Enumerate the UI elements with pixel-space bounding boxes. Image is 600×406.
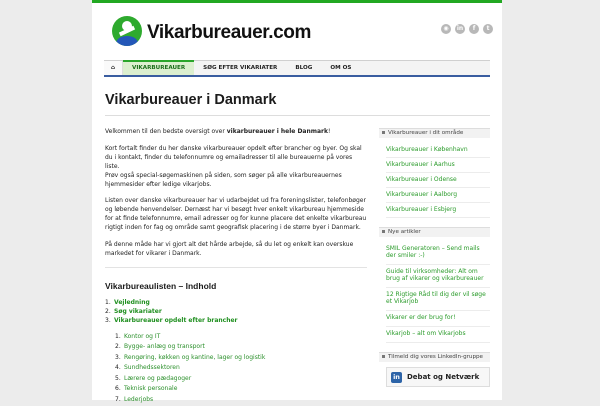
area-link-esbjerg[interactable]: Vikarbureauer i Esbjerg xyxy=(386,203,490,218)
toc-subitem xyxy=(115,384,367,395)
sidebar xyxy=(379,128,490,387)
toc-number: 6. xyxy=(115,385,121,393)
toc-item xyxy=(105,308,367,317)
news-link[interactable]: 12 Rigtige Råd til dig der vil søge et Vikarjob xyxy=(386,288,490,311)
logo-text: Vikarbureauer.com xyxy=(147,22,311,43)
toc-number: 4. xyxy=(115,364,121,372)
widget-title-text: Vikarbureauer i dit område xyxy=(388,130,464,136)
news-link[interactable]: Vikarer er der brug for! xyxy=(386,311,490,327)
page-title: Vikarbureauer i Danmark xyxy=(105,92,277,108)
twitter-icon[interactable]: t xyxy=(483,24,493,34)
area-link-kobenhavn[interactable]: Vikarbureauer i København xyxy=(386,143,490,158)
toc-number: 1. xyxy=(115,332,121,340)
toc-item xyxy=(105,299,367,308)
area-links xyxy=(386,143,490,218)
intro-paragraph-2 xyxy=(105,145,367,190)
toc-number: 2. xyxy=(105,307,111,315)
toc-number: 1. xyxy=(105,298,111,306)
toc-subitem xyxy=(115,353,367,364)
toc-list xyxy=(105,299,367,405)
social-icons xyxy=(441,24,493,34)
toc-heading: Vikarbureaulisten – Indhold xyxy=(105,280,217,291)
toc-link-sundhed[interactable]: Sundhedssektoren xyxy=(124,364,180,372)
area-link-odense[interactable]: Vikarbureauer i Odense xyxy=(386,173,490,188)
facebook-icon[interactable]: f xyxy=(469,24,479,34)
intro-paragraph-3: Listen over danske vikarbureauer har vi udarbejdet ud fra foreningslister, telefonbøger og løbende henvendelser. Dernæst har vi besøgt hver enkelt vikarbureau hjemmeside for at finde telefonnumre, email adresser og for kunne placere det enkelte vikarbureau rigtigt inden for fag og område samt geografisk placering i de større byer i Danmark. xyxy=(105,197,367,232)
news-links xyxy=(386,242,490,343)
toc-item xyxy=(105,317,367,405)
bullet-icon xyxy=(382,230,385,233)
toc-number: 3. xyxy=(115,353,121,361)
nav-item-blog[interactable]: BLOG xyxy=(295,65,313,71)
toc-subitem xyxy=(115,363,367,374)
intro-text-2b: Prøv også special-søgemaskinen på siden, som søger på alle vikarbureauernes hjemmesider efter ledige vikarjobs. xyxy=(105,171,342,188)
widget-title-news xyxy=(379,227,490,237)
news-link[interactable]: Vikarjob – alt om Vikarjobs xyxy=(386,327,490,343)
toc-number: 3. xyxy=(105,316,111,324)
intro-text-end: ! xyxy=(328,128,331,135)
nav-item-sog-efter-vikariater[interactable]: SØG EFTER VIKARIATER xyxy=(203,65,278,71)
main-nav xyxy=(104,60,490,77)
bullet-icon xyxy=(382,131,385,134)
widget-title-linkedin xyxy=(379,352,490,362)
intro-text-2: Kort fortalt finder du her danske vikarbureauer opdelt efter brancher og byer. Og skal du i kontakt, finder du telefonnumre og emailadresser til alle bureauerne på vores liste. xyxy=(105,144,362,170)
widget-title-area xyxy=(379,128,490,138)
intro-paragraph-1 xyxy=(105,128,367,137)
news-link[interactable]: SMIL Generatoren – Send mails der smiler :-) xyxy=(386,242,490,265)
linkedin-icon[interactable]: in xyxy=(456,25,464,32)
rss-icon[interactable]: ◉ xyxy=(441,24,451,34)
nav-home-icon[interactable]: ⌂ xyxy=(104,61,123,75)
linkedin-icon: in xyxy=(391,372,402,383)
intro-bold-text: vikarbureauer i hele Danmark xyxy=(226,128,328,135)
toc-link-sog-vikariater[interactable]: Søg vikariater xyxy=(114,307,162,315)
content-divider xyxy=(105,267,367,268)
toc-subitem xyxy=(115,374,367,385)
site-logo[interactable] xyxy=(112,16,311,50)
linkedin-group-button[interactable] xyxy=(386,367,490,387)
toc-link-laerere[interactable]: Lærere og pædagoger xyxy=(124,374,192,382)
area-link-aarhus[interactable]: Vikarbureauer i Aarhus xyxy=(386,158,490,173)
toc-number: 5. xyxy=(115,374,121,382)
toc-link-lederjobs[interactable]: Lederjobs xyxy=(124,395,154,403)
widget-title-text: Nye artikler xyxy=(388,229,421,235)
toc-link-vejledning[interactable]: Vejledning xyxy=(114,298,150,306)
area-link-aalborg[interactable]: Vikarbureauer i Aalborg xyxy=(386,188,490,203)
linkedin-group-label: Debat og Netværk xyxy=(407,373,480,381)
toc-subitem xyxy=(115,332,367,343)
toc-link-teknisk[interactable]: Teknisk personale xyxy=(124,385,178,393)
toc-link-rengoring[interactable]: Rengøring, køkken og kantine, lager og logistik xyxy=(124,353,266,361)
toc-subitem xyxy=(115,395,367,406)
nav-item-vikarbureauer[interactable]: VIKARBUREAUER xyxy=(123,61,194,75)
bullet-icon xyxy=(382,355,385,358)
news-link[interactable]: Guide til virksomheder: Alt om brug af vikarer og vikarbureauer xyxy=(386,265,490,288)
intro-text: Velkommen til den bedste oversigt over xyxy=(105,128,227,135)
nav-item-om-os[interactable]: OM OS xyxy=(330,65,352,71)
toc-link-kontor-it[interactable]: Kontor og IT xyxy=(124,332,161,340)
main-content xyxy=(105,128,367,406)
toc-link-bygge[interactable]: Bygge- anlæg og transport xyxy=(124,343,205,351)
top-accent-bar xyxy=(92,0,502,3)
page-container xyxy=(92,0,502,403)
toc-subitem xyxy=(115,342,367,353)
logo-runner-icon xyxy=(112,16,142,46)
toc-sublist xyxy=(115,332,367,406)
toc-link-brancher[interactable]: Vikarbureauer opdelt efter brancher xyxy=(114,316,238,324)
toc-number: 2. xyxy=(115,343,121,351)
toc-number: 7. xyxy=(115,395,121,403)
intro-paragraph-4: På denne måde har vi gjort alt det hårde arbejde, så du let og enkelt kan overskue markedet for vikarer i Danmark. xyxy=(105,241,354,257)
widget-title-text: Tilmeld dig vores LinkedIn-gruppe xyxy=(388,354,484,360)
title-divider xyxy=(105,115,490,116)
